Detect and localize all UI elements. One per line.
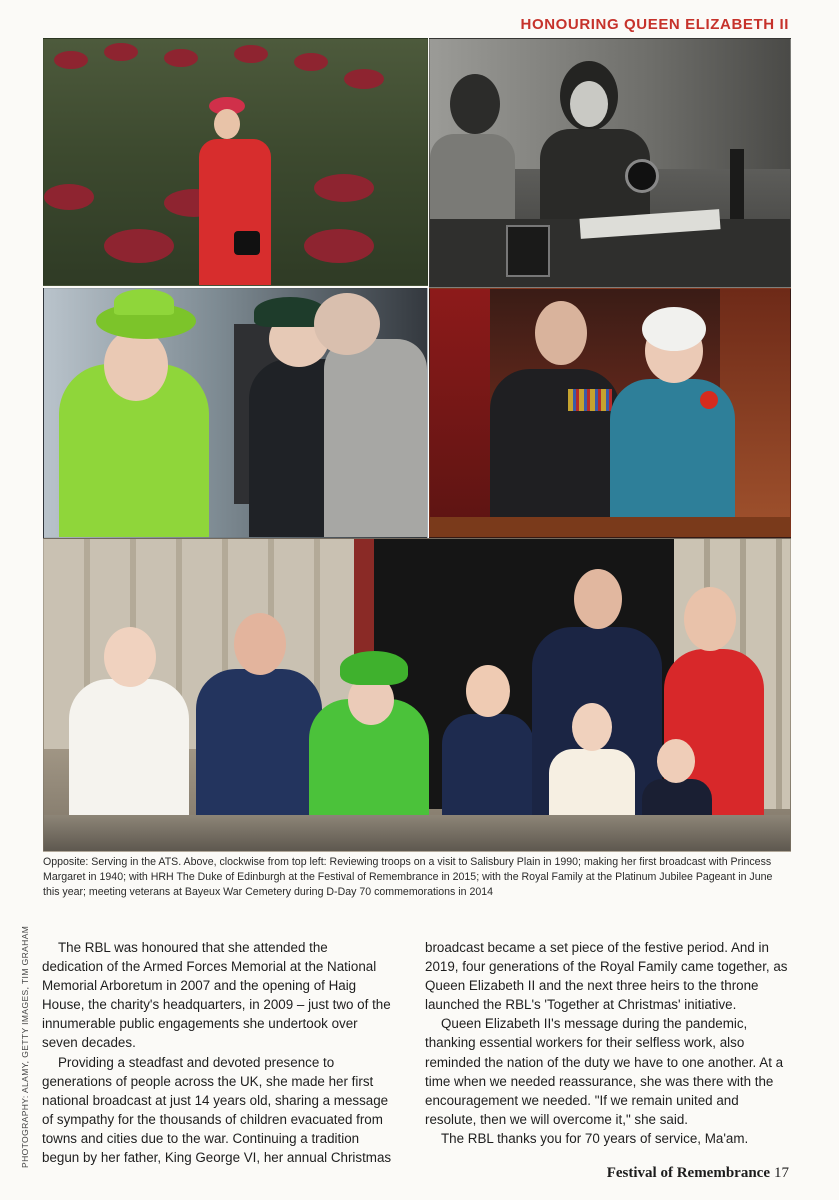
photo-caption: Opposite: Serving in the ATS. Above, clockwise from top left: Reviewing troops on a visit to Salisbury Plain in 1990; making her first broadcast with Princess Margaret in 1940; with HRH The Duke of Edinburgh at the Festival of Remembrance in 2015; with the Royal Family at the Platinum Jubilee Pageant in June this year; meeting veterans at Bayeux War Cemetery during D-Day 70 commemorations in 2014: [43, 856, 773, 898]
photo-festival-of-remembrance-2015: [429, 288, 791, 538]
body-paragraph: Providing a steadfast and devoted presence to generations of people across the UK, she made her first national broadcast at just 14 years old, sharing a message of sympathy for the thousands of children evacuated from towns and cities due to the war. Continuing a tradition begun by her father, King George VI, her annual Christmas: [42, 1054, 392, 1166]
section-header: HONOURING QUEEN ELIZABETH II: [520, 16, 789, 33]
body-paragraph: Queen Elizabeth II's message during the pandemic, thanking essential workers for their selfless work, also reminded the nation of the duty we have to one another. At a time when we needed reassurance, she was there with the encouragement we needed. "If we remain united and resolute, then we will overcome it," she said.: [425, 1016, 784, 1127]
photo-credit: PHOTOGRAPHY: ALAMY, GETTY IMAGES, TIM GRAHAM: [20, 925, 30, 1168]
photo-veterans-bayeux: [43, 288, 428, 538]
photo-troops-salisbury-plain: [43, 38, 428, 286]
footer-title: Festival of Remembrance: [606, 1165, 770, 1181]
body-column-right: [425, 938, 790, 1148]
body-paragraph: The RBL thanks you for 70 years of service, Ma'am.: [441, 1130, 749, 1146]
body-paragraph: The RBL was honoured that she attended the dedication of the Armed Forces Memorial at the National Memorial Arboretum in 2007 and the opening of Haig House, the charity's headquarters, in 2009 – just two of the innumerable public engagements she undertook over seven decades.: [42, 940, 391, 1051]
page-footer: [607, 1165, 789, 1182]
page-number: 17: [774, 1165, 789, 1181]
photo-first-broadcast-1940: [429, 38, 791, 288]
photo-platinum-jubilee-balcony: [43, 538, 791, 852]
body-column-left: [42, 938, 392, 1167]
body-paragraph: broadcast became a set piece of the festive period. And in 2019, four generations of the Royal Family came together, as Queen Elizabeth II and the next three heirs to the throne launched the RBL's 'Together at Christmas' initiative.: [425, 940, 788, 1013]
